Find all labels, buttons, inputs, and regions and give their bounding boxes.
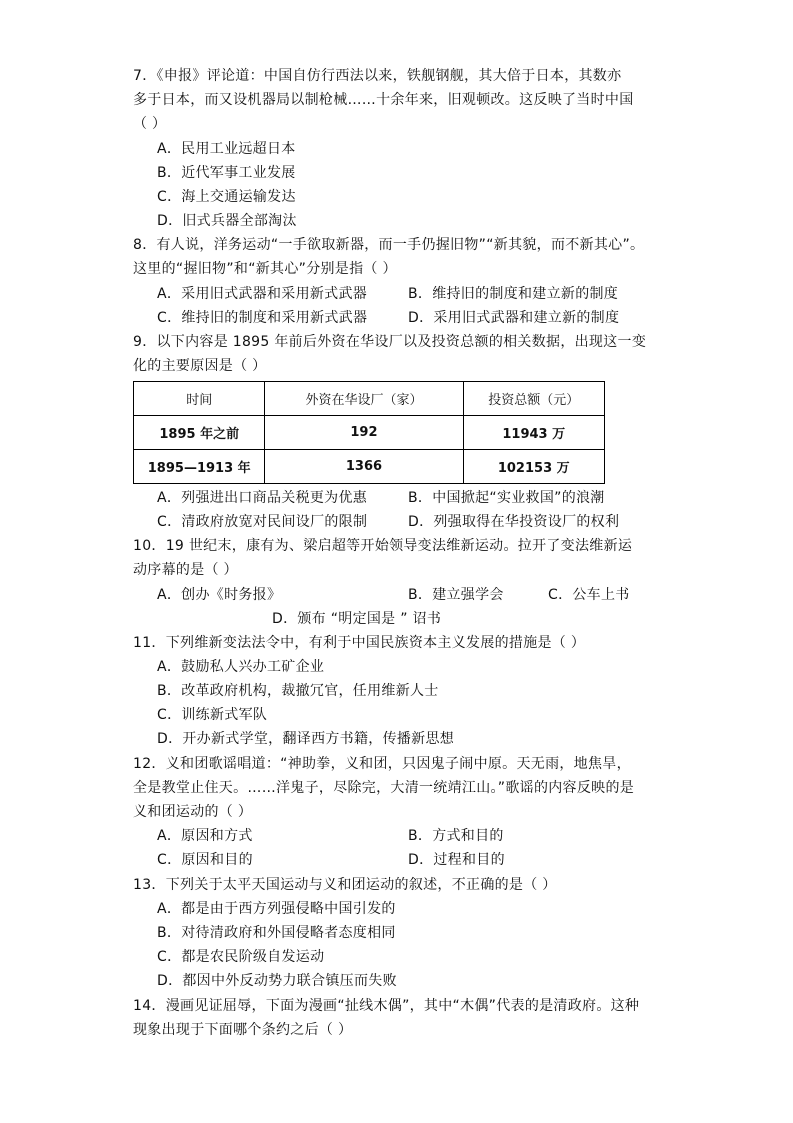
q9-option-a: A．列强进出口商品关税更为优惠 bbox=[157, 490, 368, 506]
q7-option-c: C．海上交通运输发达 bbox=[157, 189, 296, 205]
q12-stem-line-3: 义和团运动的（ ） bbox=[133, 804, 253, 820]
q12-option-b: B．方式和目的 bbox=[408, 828, 504, 844]
q9-option-d: D．列强取得在华投资设厂的权利 bbox=[408, 514, 620, 530]
q9-data-table bbox=[133, 381, 605, 484]
q10-option-a: A．创办《时务报》 bbox=[157, 587, 282, 603]
q13-stem-line-1: 13．下列关于太平天国运动与义和团运动的叙述，不正确的是（ ） bbox=[133, 877, 557, 893]
q8-option-a: A．采用旧式武器和采用新式武器 bbox=[157, 286, 368, 302]
q10-stem-line-2: 动序幕的是（ ） bbox=[133, 562, 238, 578]
q8-option-c: C．维持旧的制度和采用新式武器 bbox=[157, 310, 368, 326]
q11-option-d: D．开办新式学堂，翻译西方书籍，传播新思想 bbox=[157, 731, 455, 747]
q10-option-c: C．公车上书 bbox=[548, 587, 630, 603]
q13-option-d: D．都因中外反动势力联合镇压而失败 bbox=[157, 973, 397, 989]
q10-option-b: B．建立强学会 bbox=[408, 587, 504, 603]
q11-option-a: A．鼓励私人兴办工矿企业 bbox=[157, 659, 325, 675]
table-cell: 102153 万 bbox=[463, 450, 605, 484]
q12-option-a: A．原因和方式 bbox=[157, 828, 253, 844]
table-header-row bbox=[134, 382, 605, 416]
table-cell: 1895 年之前 bbox=[134, 416, 265, 450]
q8-stem-line-1: 8．有人说，洋务运动“一手欲取新器，而一手仍握旧物”“新其貌，而不新其心”。 bbox=[133, 237, 645, 253]
q7-stem-line-1: 7．《申报》评论道：中国自仿行西法以来，铁舰钢舰，其大倍于日本，其数亦 bbox=[133, 68, 622, 84]
q9-option-c: C．清政府放宽对民间设厂的限制 bbox=[157, 514, 368, 530]
q14-stem-line-1: 14．漫画见证屈辱，下面为漫画“扯线木偶”，其中“木偶”代表的是清政府。这种 bbox=[133, 998, 640, 1014]
q10-option-d: D．颁布 “明定国是 ” 诏书 bbox=[272, 611, 442, 627]
q13-option-b: B．对待清政府和外国侵略者态度相同 bbox=[157, 925, 396, 941]
table-cell: 192 bbox=[265, 416, 463, 450]
q12-stem-line-2: 全是教堂止住天。……洋鬼子，尽除完，大清一统靖江山。”歌谣的内容反映的是 bbox=[133, 780, 635, 796]
q7-option-a: A．民用工业远超日本 bbox=[157, 141, 296, 157]
table-cell: 1366 bbox=[265, 450, 463, 484]
q12-option-d: D．过程和目的 bbox=[408, 852, 505, 868]
q11-option-c: C．训练新式军队 bbox=[157, 707, 268, 723]
table-cell: 1895—1913 年 bbox=[134, 450, 265, 484]
q8-stem-line-2: 这里的“握旧物”和“新其心”分别是指（ ） bbox=[133, 261, 397, 277]
q13-option-c: C．都是农民阶级自发运动 bbox=[157, 949, 325, 965]
q12-option-c: C．原因和目的 bbox=[157, 852, 253, 868]
q12-stem-line-1: 12．义和团歌谣唱道：“神助拳，义和团，只因鬼子闹中原。天无雨，地焦旱， bbox=[133, 756, 631, 772]
table-header-cell: 外资在华设厂（家） bbox=[265, 382, 463, 416]
q14-stem-line-2: 现象出现于下面哪个条约之后（ ） bbox=[133, 1022, 353, 1038]
q7-stem-line-2: 多于日本，而又设机器局以制枪械……十余年来，旧观顿改。这反映了当时中国 bbox=[133, 92, 634, 108]
q11-stem-line-1: 11．下列维新变法法令中，有利于中国民族资本主义发展的措施是（ ） bbox=[133, 635, 586, 651]
q11-option-b: B．改革政府机构，裁撤冗官，任用维新人士 bbox=[157, 683, 439, 699]
q8-option-b: B．维持旧的制度和建立新的制度 bbox=[408, 286, 619, 302]
q8-option-d: D．采用旧式武器和建立新的制度 bbox=[408, 310, 620, 326]
table-row bbox=[134, 450, 605, 484]
table-header-cell: 投资总额（元） bbox=[463, 382, 605, 416]
q9-stem-line-1: 9．以下内容是 1895 年前后外资在华设厂以及投资总额的相关数据，出现这一变 bbox=[133, 334, 647, 350]
q10-stem-line-1: 10．19 世纪末，康有为、梁启超等开始领导变法维新运动。拉开了变法维新运 bbox=[133, 538, 633, 554]
q13-option-a: A．都是由于西方列强侵略中国引发的 bbox=[157, 901, 396, 917]
q7-stem-line-3: （ ） bbox=[133, 116, 167, 132]
table-row bbox=[134, 416, 605, 450]
q7-option-d: D．旧式兵器全部淘汰 bbox=[157, 213, 297, 229]
q9-stem-line-2: 化的主要原因是（ ） bbox=[133, 358, 267, 374]
q9-option-b: B．中国掀起“实业救国”的浪潮 bbox=[408, 490, 605, 506]
table-cell: 11943 万 bbox=[463, 416, 605, 450]
table-header-cell: 时间 bbox=[134, 382, 265, 416]
q7-option-b: B．近代军事工业发展 bbox=[157, 165, 296, 181]
